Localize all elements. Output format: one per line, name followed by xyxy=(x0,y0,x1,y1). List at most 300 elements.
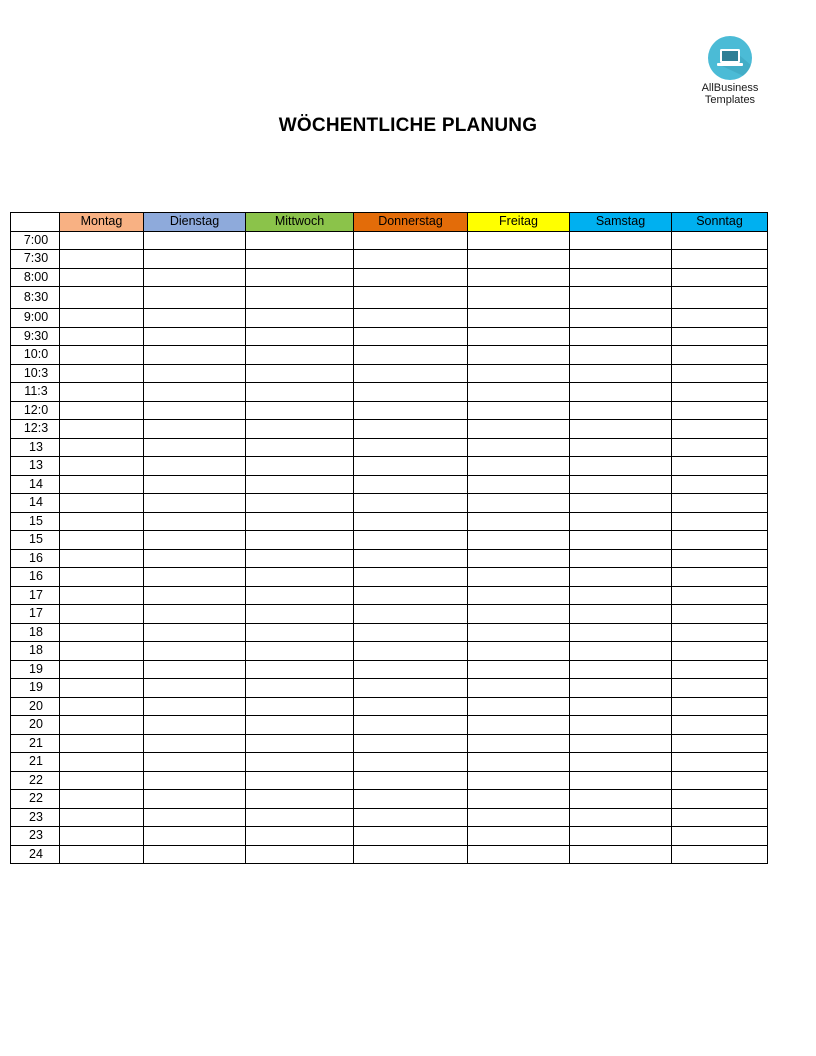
schedule-cell-freitag[interactable] xyxy=(468,401,570,420)
schedule-cell-donnerstag[interactable] xyxy=(354,383,468,402)
schedule-cell-mittwoch[interactable] xyxy=(246,287,354,309)
schedule-cell-freitag[interactable] xyxy=(468,845,570,864)
schedule-cell-montag[interactable] xyxy=(60,327,144,346)
schedule-cell-samstag[interactable] xyxy=(570,364,672,383)
schedule-cell-montag[interactable] xyxy=(60,734,144,753)
table-row xyxy=(11,827,768,846)
schedule-cell-donnerstag[interactable] xyxy=(354,327,468,346)
schedule-cell-mittwoch[interactable] xyxy=(246,401,354,420)
schedule-cell-samstag[interactable] xyxy=(570,531,672,550)
time-label: 11:3 xyxy=(11,383,60,402)
schedule-cell-sonntag[interactable] xyxy=(672,827,768,846)
schedule-cell-mittwoch[interactable] xyxy=(246,586,354,605)
schedule-cell-donnerstag[interactable] xyxy=(354,231,468,250)
schedule-cell-sonntag[interactable] xyxy=(672,512,768,531)
schedule-cell-freitag[interactable] xyxy=(468,660,570,679)
schedule-cell-freitag[interactable] xyxy=(468,250,570,269)
schedule-cell-dienstag[interactable] xyxy=(144,605,246,624)
schedule-cell-dienstag[interactable] xyxy=(144,231,246,250)
schedule-cell-sonntag[interactable] xyxy=(672,605,768,624)
schedule-cell-freitag[interactable] xyxy=(468,346,570,365)
schedule-cell-sonntag[interactable] xyxy=(672,771,768,790)
schedule-cell-samstag[interactable] xyxy=(570,660,672,679)
logo-text xyxy=(692,82,768,106)
schedule-cell-donnerstag[interactable] xyxy=(354,642,468,661)
schedule-cell-sonntag[interactable] xyxy=(672,309,768,328)
schedule-cell-mittwoch[interactable] xyxy=(246,346,354,365)
schedule-cell-mittwoch[interactable] xyxy=(246,605,354,624)
schedule-cell-samstag[interactable] xyxy=(570,231,672,250)
schedule-cell-donnerstag[interactable] xyxy=(354,827,468,846)
schedule-cell-montag[interactable] xyxy=(60,716,144,735)
schedule-cell-dienstag[interactable] xyxy=(144,697,246,716)
schedule-cell-dienstag[interactable] xyxy=(144,771,246,790)
schedule-cell-freitag[interactable] xyxy=(468,679,570,698)
schedule-cell-mittwoch[interactable] xyxy=(246,494,354,513)
schedule-cell-samstag[interactable] xyxy=(570,438,672,457)
schedule-cell-freitag[interactable] xyxy=(468,512,570,531)
schedule-cell-dienstag[interactable] xyxy=(144,845,246,864)
table-row xyxy=(11,364,768,383)
schedule-cell-freitag[interactable] xyxy=(468,568,570,587)
table-row xyxy=(11,383,768,402)
schedule-cell-dienstag[interactable] xyxy=(144,642,246,661)
schedule-cell-sonntag[interactable] xyxy=(672,287,768,309)
schedule-cell-samstag[interactable] xyxy=(570,716,672,735)
schedule-cell-sonntag[interactable] xyxy=(672,475,768,494)
schedule-cell-sonntag[interactable] xyxy=(672,383,768,402)
schedule-cell-mittwoch[interactable] xyxy=(246,438,354,457)
schedule-cell-freitag[interactable] xyxy=(468,287,570,309)
schedule-cell-samstag[interactable] xyxy=(570,494,672,513)
schedule-cell-mittwoch[interactable] xyxy=(246,790,354,809)
schedule-cell-sonntag[interactable] xyxy=(672,327,768,346)
schedule-cell-dienstag[interactable] xyxy=(144,568,246,587)
schedule-cell-donnerstag[interactable] xyxy=(354,364,468,383)
schedule-cell-mittwoch[interactable] xyxy=(246,716,354,735)
schedule-cell-sonntag[interactable] xyxy=(672,753,768,772)
time-label: 15 xyxy=(11,531,60,550)
schedule-cell-donnerstag[interactable] xyxy=(354,586,468,605)
table-row xyxy=(11,268,768,287)
schedule-cell-freitag[interactable] xyxy=(468,231,570,250)
schedule-cell-dienstag[interactable] xyxy=(144,679,246,698)
table-row xyxy=(11,790,768,809)
schedule-cell-montag[interactable] xyxy=(60,623,144,642)
schedule-cell-freitag[interactable] xyxy=(468,734,570,753)
schedule-cell-dienstag[interactable] xyxy=(144,623,246,642)
schedule-cell-sonntag[interactable] xyxy=(672,845,768,864)
schedule-cell-freitag[interactable] xyxy=(468,383,570,402)
time-label: 21 xyxy=(11,753,60,772)
time-label: 9:00 xyxy=(11,309,60,328)
schedule-cell-montag[interactable] xyxy=(60,586,144,605)
schedule-cell-donnerstag[interactable] xyxy=(354,790,468,809)
weekly-planner-table xyxy=(10,212,768,864)
schedule-cell-montag[interactable] xyxy=(60,346,144,365)
time-label: 24 xyxy=(11,845,60,864)
time-label: 23 xyxy=(11,827,60,846)
schedule-cell-dienstag[interactable] xyxy=(144,716,246,735)
table-row xyxy=(11,771,768,790)
time-label: 18 xyxy=(11,642,60,661)
schedule-cell-montag[interactable] xyxy=(60,309,144,328)
schedule-cell-donnerstag[interactable] xyxy=(354,420,468,439)
schedule-cell-samstag[interactable] xyxy=(570,475,672,494)
schedule-cell-montag[interactable] xyxy=(60,808,144,827)
table-row xyxy=(11,346,768,365)
schedule-cell-mittwoch[interactable] xyxy=(246,753,354,772)
schedule-cell-donnerstag[interactable] xyxy=(354,697,468,716)
schedule-cell-montag[interactable] xyxy=(60,364,144,383)
logo-line-2: Templates xyxy=(704,94,756,106)
schedule-cell-mittwoch[interactable] xyxy=(246,531,354,550)
schedule-cell-montag[interactable] xyxy=(60,549,144,568)
schedule-cell-montag[interactable] xyxy=(60,401,144,420)
table-row xyxy=(11,753,768,772)
schedule-cell-freitag[interactable] xyxy=(468,268,570,287)
schedule-cell-mittwoch[interactable] xyxy=(246,475,354,494)
schedule-cell-sonntag[interactable] xyxy=(672,231,768,250)
schedule-cell-donnerstag[interactable] xyxy=(354,716,468,735)
schedule-cell-mittwoch[interactable] xyxy=(246,771,354,790)
schedule-cell-samstag[interactable] xyxy=(570,309,672,328)
schedule-cell-dienstag[interactable] xyxy=(144,268,246,287)
schedule-cell-mittwoch[interactable] xyxy=(246,549,354,568)
schedule-cell-montag[interactable] xyxy=(60,753,144,772)
schedule-cell-mittwoch[interactable] xyxy=(246,309,354,328)
day-header-dienstag: Dienstag xyxy=(144,213,246,232)
schedule-cell-freitag[interactable] xyxy=(468,309,570,328)
schedule-cell-samstag[interactable] xyxy=(570,605,672,624)
schedule-cell-montag[interactable] xyxy=(60,771,144,790)
schedule-cell-mittwoch[interactable] xyxy=(246,512,354,531)
time-label: 16 xyxy=(11,549,60,568)
schedule-cell-samstag[interactable] xyxy=(570,512,672,531)
schedule-cell-sonntag[interactable] xyxy=(672,364,768,383)
schedule-cell-sonntag[interactable] xyxy=(672,623,768,642)
schedule-cell-donnerstag[interactable] xyxy=(354,309,468,328)
schedule-cell-montag[interactable] xyxy=(60,287,144,309)
schedule-cell-donnerstag[interactable] xyxy=(354,568,468,587)
schedule-cell-donnerstag[interactable] xyxy=(354,808,468,827)
schedule-cell-samstag[interactable] xyxy=(570,287,672,309)
schedule-cell-freitag[interactable] xyxy=(468,790,570,809)
schedule-cell-samstag[interactable] xyxy=(570,250,672,269)
schedule-cell-dienstag[interactable] xyxy=(144,346,246,365)
schedule-cell-samstag[interactable] xyxy=(570,568,672,587)
schedule-cell-dienstag[interactable] xyxy=(144,586,246,605)
table-row xyxy=(11,660,768,679)
table-row xyxy=(11,586,768,605)
schedule-cell-mittwoch[interactable] xyxy=(246,623,354,642)
schedule-cell-donnerstag[interactable] xyxy=(354,623,468,642)
schedule-cell-donnerstag[interactable] xyxy=(354,679,468,698)
time-label: 16 xyxy=(11,568,60,587)
schedule-cell-montag[interactable] xyxy=(60,660,144,679)
schedule-cell-donnerstag[interactable] xyxy=(354,268,468,287)
schedule-cell-montag[interactable] xyxy=(60,250,144,269)
schedule-cell-samstag[interactable] xyxy=(570,734,672,753)
schedule-cell-mittwoch[interactable] xyxy=(246,364,354,383)
schedule-cell-dienstag[interactable] xyxy=(144,250,246,269)
schedule-cell-freitag[interactable] xyxy=(468,586,570,605)
schedule-cell-mittwoch[interactable] xyxy=(246,679,354,698)
table-row xyxy=(11,642,768,661)
table-row xyxy=(11,438,768,457)
schedule-cell-samstag[interactable] xyxy=(570,790,672,809)
table-row xyxy=(11,734,768,753)
schedule-cell-montag[interactable] xyxy=(60,679,144,698)
schedule-cell-dienstag[interactable] xyxy=(144,364,246,383)
day-header-mittwoch: Mittwoch xyxy=(246,213,354,232)
time-label: 15 xyxy=(11,512,60,531)
time-label: 17 xyxy=(11,586,60,605)
schedule-cell-samstag[interactable] xyxy=(570,327,672,346)
schedule-cell-mittwoch[interactable] xyxy=(246,734,354,753)
schedule-cell-montag[interactable] xyxy=(60,568,144,587)
schedule-cell-montag[interactable] xyxy=(60,438,144,457)
schedule-cell-freitag[interactable] xyxy=(468,327,570,346)
schedule-cell-sonntag[interactable] xyxy=(672,679,768,698)
schedule-cell-samstag[interactable] xyxy=(570,642,672,661)
schedule-cell-samstag[interactable] xyxy=(570,679,672,698)
schedule-cell-freitag[interactable] xyxy=(468,605,570,624)
time-label: 7:00 xyxy=(11,231,60,250)
schedule-cell-dienstag[interactable] xyxy=(144,327,246,346)
schedule-cell-dienstag[interactable] xyxy=(144,438,246,457)
schedule-cell-mittwoch[interactable] xyxy=(246,457,354,476)
schedule-cell-montag[interactable] xyxy=(60,790,144,809)
table-row xyxy=(11,697,768,716)
allbusiness-logo xyxy=(692,36,768,106)
schedule-cell-sonntag[interactable] xyxy=(672,568,768,587)
schedule-cell-donnerstag[interactable] xyxy=(354,457,468,476)
schedule-cell-dienstag[interactable] xyxy=(144,420,246,439)
schedule-cell-sonntag[interactable] xyxy=(672,420,768,439)
schedule-cell-donnerstag[interactable] xyxy=(354,287,468,309)
schedule-cell-samstag[interactable] xyxy=(570,827,672,846)
table-row xyxy=(11,716,768,735)
schedule-cell-dienstag[interactable] xyxy=(144,287,246,309)
schedule-cell-donnerstag[interactable] xyxy=(354,660,468,679)
time-label: 7:30 xyxy=(11,250,60,269)
schedule-cell-montag[interactable] xyxy=(60,231,144,250)
schedule-cell-freitag[interactable] xyxy=(468,494,570,513)
schedule-cell-sonntag[interactable] xyxy=(672,494,768,513)
table-row xyxy=(11,531,768,550)
schedule-cell-freitag[interactable] xyxy=(468,753,570,772)
schedule-cell-samstag[interactable] xyxy=(570,457,672,476)
schedule-cell-montag[interactable] xyxy=(60,531,144,550)
schedule-cell-donnerstag[interactable] xyxy=(354,734,468,753)
schedule-cell-montag[interactable] xyxy=(60,697,144,716)
schedule-cell-samstag[interactable] xyxy=(570,771,672,790)
schedule-cell-donnerstag[interactable] xyxy=(354,346,468,365)
schedule-cell-sonntag[interactable] xyxy=(672,716,768,735)
schedule-cell-samstag[interactable] xyxy=(570,697,672,716)
schedule-cell-samstag[interactable] xyxy=(570,623,672,642)
schedule-cell-montag[interactable] xyxy=(60,642,144,661)
schedule-cell-sonntag[interactable] xyxy=(672,697,768,716)
schedule-cell-mittwoch[interactable] xyxy=(246,827,354,846)
schedule-cell-mittwoch[interactable] xyxy=(246,642,354,661)
schedule-cell-freitag[interactable] xyxy=(468,827,570,846)
schedule-cell-samstag[interactable] xyxy=(570,401,672,420)
schedule-cell-donnerstag[interactable] xyxy=(354,512,468,531)
schedule-cell-montag[interactable] xyxy=(60,475,144,494)
schedule-cell-montag[interactable] xyxy=(60,845,144,864)
schedule-cell-samstag[interactable] xyxy=(570,586,672,605)
schedule-cell-mittwoch[interactable] xyxy=(246,568,354,587)
schedule-cell-sonntag[interactable] xyxy=(672,346,768,365)
schedule-cell-sonntag[interactable] xyxy=(672,250,768,269)
schedule-cell-samstag[interactable] xyxy=(570,845,672,864)
table-row xyxy=(11,401,768,420)
schedule-cell-freitag[interactable] xyxy=(468,771,570,790)
header-row xyxy=(11,213,768,232)
schedule-cell-sonntag[interactable] xyxy=(672,457,768,476)
table-row xyxy=(11,420,768,439)
schedule-cell-mittwoch[interactable] xyxy=(246,268,354,287)
schedule-cell-dienstag[interactable] xyxy=(144,457,246,476)
schedule-cell-freitag[interactable] xyxy=(468,364,570,383)
schedule-cell-donnerstag[interactable] xyxy=(354,605,468,624)
schedule-cell-dienstag[interactable] xyxy=(144,790,246,809)
schedule-cell-dienstag[interactable] xyxy=(144,808,246,827)
schedule-cell-donnerstag[interactable] xyxy=(354,845,468,864)
schedule-cell-dienstag[interactable] xyxy=(144,383,246,402)
table-row xyxy=(11,679,768,698)
schedule-cell-dienstag[interactable] xyxy=(144,753,246,772)
schedule-cell-freitag[interactable] xyxy=(468,531,570,550)
schedule-cell-donnerstag[interactable] xyxy=(354,401,468,420)
table-row xyxy=(11,808,768,827)
schedule-cell-dienstag[interactable] xyxy=(144,309,246,328)
schedule-cell-mittwoch[interactable] xyxy=(246,808,354,827)
schedule-cell-mittwoch[interactable] xyxy=(246,697,354,716)
schedule-cell-dienstag[interactable] xyxy=(144,549,246,568)
schedule-cell-sonntag[interactable] xyxy=(672,734,768,753)
schedule-cell-mittwoch[interactable] xyxy=(246,327,354,346)
day-header-samstag: Samstag xyxy=(570,213,672,232)
time-label: 10:3 xyxy=(11,364,60,383)
schedule-cell-sonntag[interactable] xyxy=(672,642,768,661)
time-label: 23 xyxy=(11,808,60,827)
schedule-cell-dienstag[interactable] xyxy=(144,494,246,513)
schedule-cell-dienstag[interactable] xyxy=(144,401,246,420)
schedule-cell-mittwoch[interactable] xyxy=(246,660,354,679)
schedule-cell-donnerstag[interactable] xyxy=(354,771,468,790)
schedule-cell-sonntag[interactable] xyxy=(672,531,768,550)
schedule-cell-mittwoch[interactable] xyxy=(246,250,354,269)
schedule-cell-freitag[interactable] xyxy=(468,623,570,642)
schedule-cell-sonntag[interactable] xyxy=(672,438,768,457)
time-label: 21 xyxy=(11,734,60,753)
time-label: 13 xyxy=(11,438,60,457)
schedule-cell-sonntag[interactable] xyxy=(672,660,768,679)
table-row xyxy=(11,287,768,309)
schedule-cell-mittwoch[interactable] xyxy=(246,420,354,439)
schedule-cell-sonntag[interactable] xyxy=(672,790,768,809)
schedule-cell-samstag[interactable] xyxy=(570,268,672,287)
schedule-cell-sonntag[interactable] xyxy=(672,401,768,420)
schedule-cell-freitag[interactable] xyxy=(468,642,570,661)
schedule-cell-donnerstag[interactable] xyxy=(354,494,468,513)
schedule-cell-donnerstag[interactable] xyxy=(354,549,468,568)
schedule-cell-donnerstag[interactable] xyxy=(354,531,468,550)
schedule-cell-samstag[interactable] xyxy=(570,808,672,827)
schedule-cell-donnerstag[interactable] xyxy=(354,753,468,772)
schedule-cell-montag[interactable] xyxy=(60,457,144,476)
schedule-cell-mittwoch[interactable] xyxy=(246,845,354,864)
schedule-cell-samstag[interactable] xyxy=(570,346,672,365)
schedule-cell-sonntag[interactable] xyxy=(672,549,768,568)
schedule-cell-freitag[interactable] xyxy=(468,716,570,735)
schedule-cell-sonntag[interactable] xyxy=(672,586,768,605)
schedule-cell-montag[interactable] xyxy=(60,512,144,531)
time-label: 19 xyxy=(11,679,60,698)
day-header-sonntag: Sonntag xyxy=(672,213,768,232)
schedule-cell-mittwoch[interactable] xyxy=(246,231,354,250)
schedule-cell-dienstag[interactable] xyxy=(144,827,246,846)
schedule-cell-donnerstag[interactable] xyxy=(354,250,468,269)
schedule-cell-samstag[interactable] xyxy=(570,420,672,439)
table-row xyxy=(11,309,768,328)
table-row xyxy=(11,549,768,568)
schedule-cell-montag[interactable] xyxy=(60,268,144,287)
schedule-cell-freitag[interactable] xyxy=(468,549,570,568)
schedule-cell-montag[interactable] xyxy=(60,605,144,624)
time-label: 18 xyxy=(11,623,60,642)
schedule-cell-freitag[interactable] xyxy=(468,457,570,476)
schedule-cell-samstag[interactable] xyxy=(570,383,672,402)
time-label: 14 xyxy=(11,494,60,513)
table-row xyxy=(11,845,768,864)
schedule-cell-montag[interactable] xyxy=(60,827,144,846)
schedule-cell-sonntag[interactable] xyxy=(672,268,768,287)
schedule-cell-freitag[interactable] xyxy=(468,420,570,439)
schedule-cell-donnerstag[interactable] xyxy=(354,475,468,494)
schedule-cell-samstag[interactable] xyxy=(570,549,672,568)
schedule-cell-dienstag[interactable] xyxy=(144,475,246,494)
day-header-donnerstag: Donnerstag xyxy=(354,213,468,232)
time-label: 13 xyxy=(11,457,60,476)
table-row xyxy=(11,327,768,346)
schedule-cell-freitag[interactable] xyxy=(468,808,570,827)
table-row xyxy=(11,494,768,513)
schedule-cell-dienstag[interactable] xyxy=(144,512,246,531)
table-row xyxy=(11,475,768,494)
schedule-cell-montag[interactable] xyxy=(60,420,144,439)
schedule-cell-freitag[interactable] xyxy=(468,697,570,716)
schedule-cell-montag[interactable] xyxy=(60,383,144,402)
schedule-cell-mittwoch[interactable] xyxy=(246,383,354,402)
time-label: 20 xyxy=(11,716,60,735)
schedule-cell-samstag[interactable] xyxy=(570,753,672,772)
schedule-cell-freitag[interactable] xyxy=(468,475,570,494)
schedule-cell-donnerstag[interactable] xyxy=(354,438,468,457)
schedule-cell-freitag[interactable] xyxy=(468,438,570,457)
schedule-cell-dienstag[interactable] xyxy=(144,734,246,753)
schedule-cell-sonntag[interactable] xyxy=(672,808,768,827)
schedule-cell-montag[interactable] xyxy=(60,494,144,513)
day-header-montag: Montag xyxy=(60,213,144,232)
schedule-cell-dienstag[interactable] xyxy=(144,531,246,550)
time-label: 17 xyxy=(11,605,60,624)
schedule-cell-dienstag[interactable] xyxy=(144,660,246,679)
time-label: 10:0 xyxy=(11,346,60,365)
